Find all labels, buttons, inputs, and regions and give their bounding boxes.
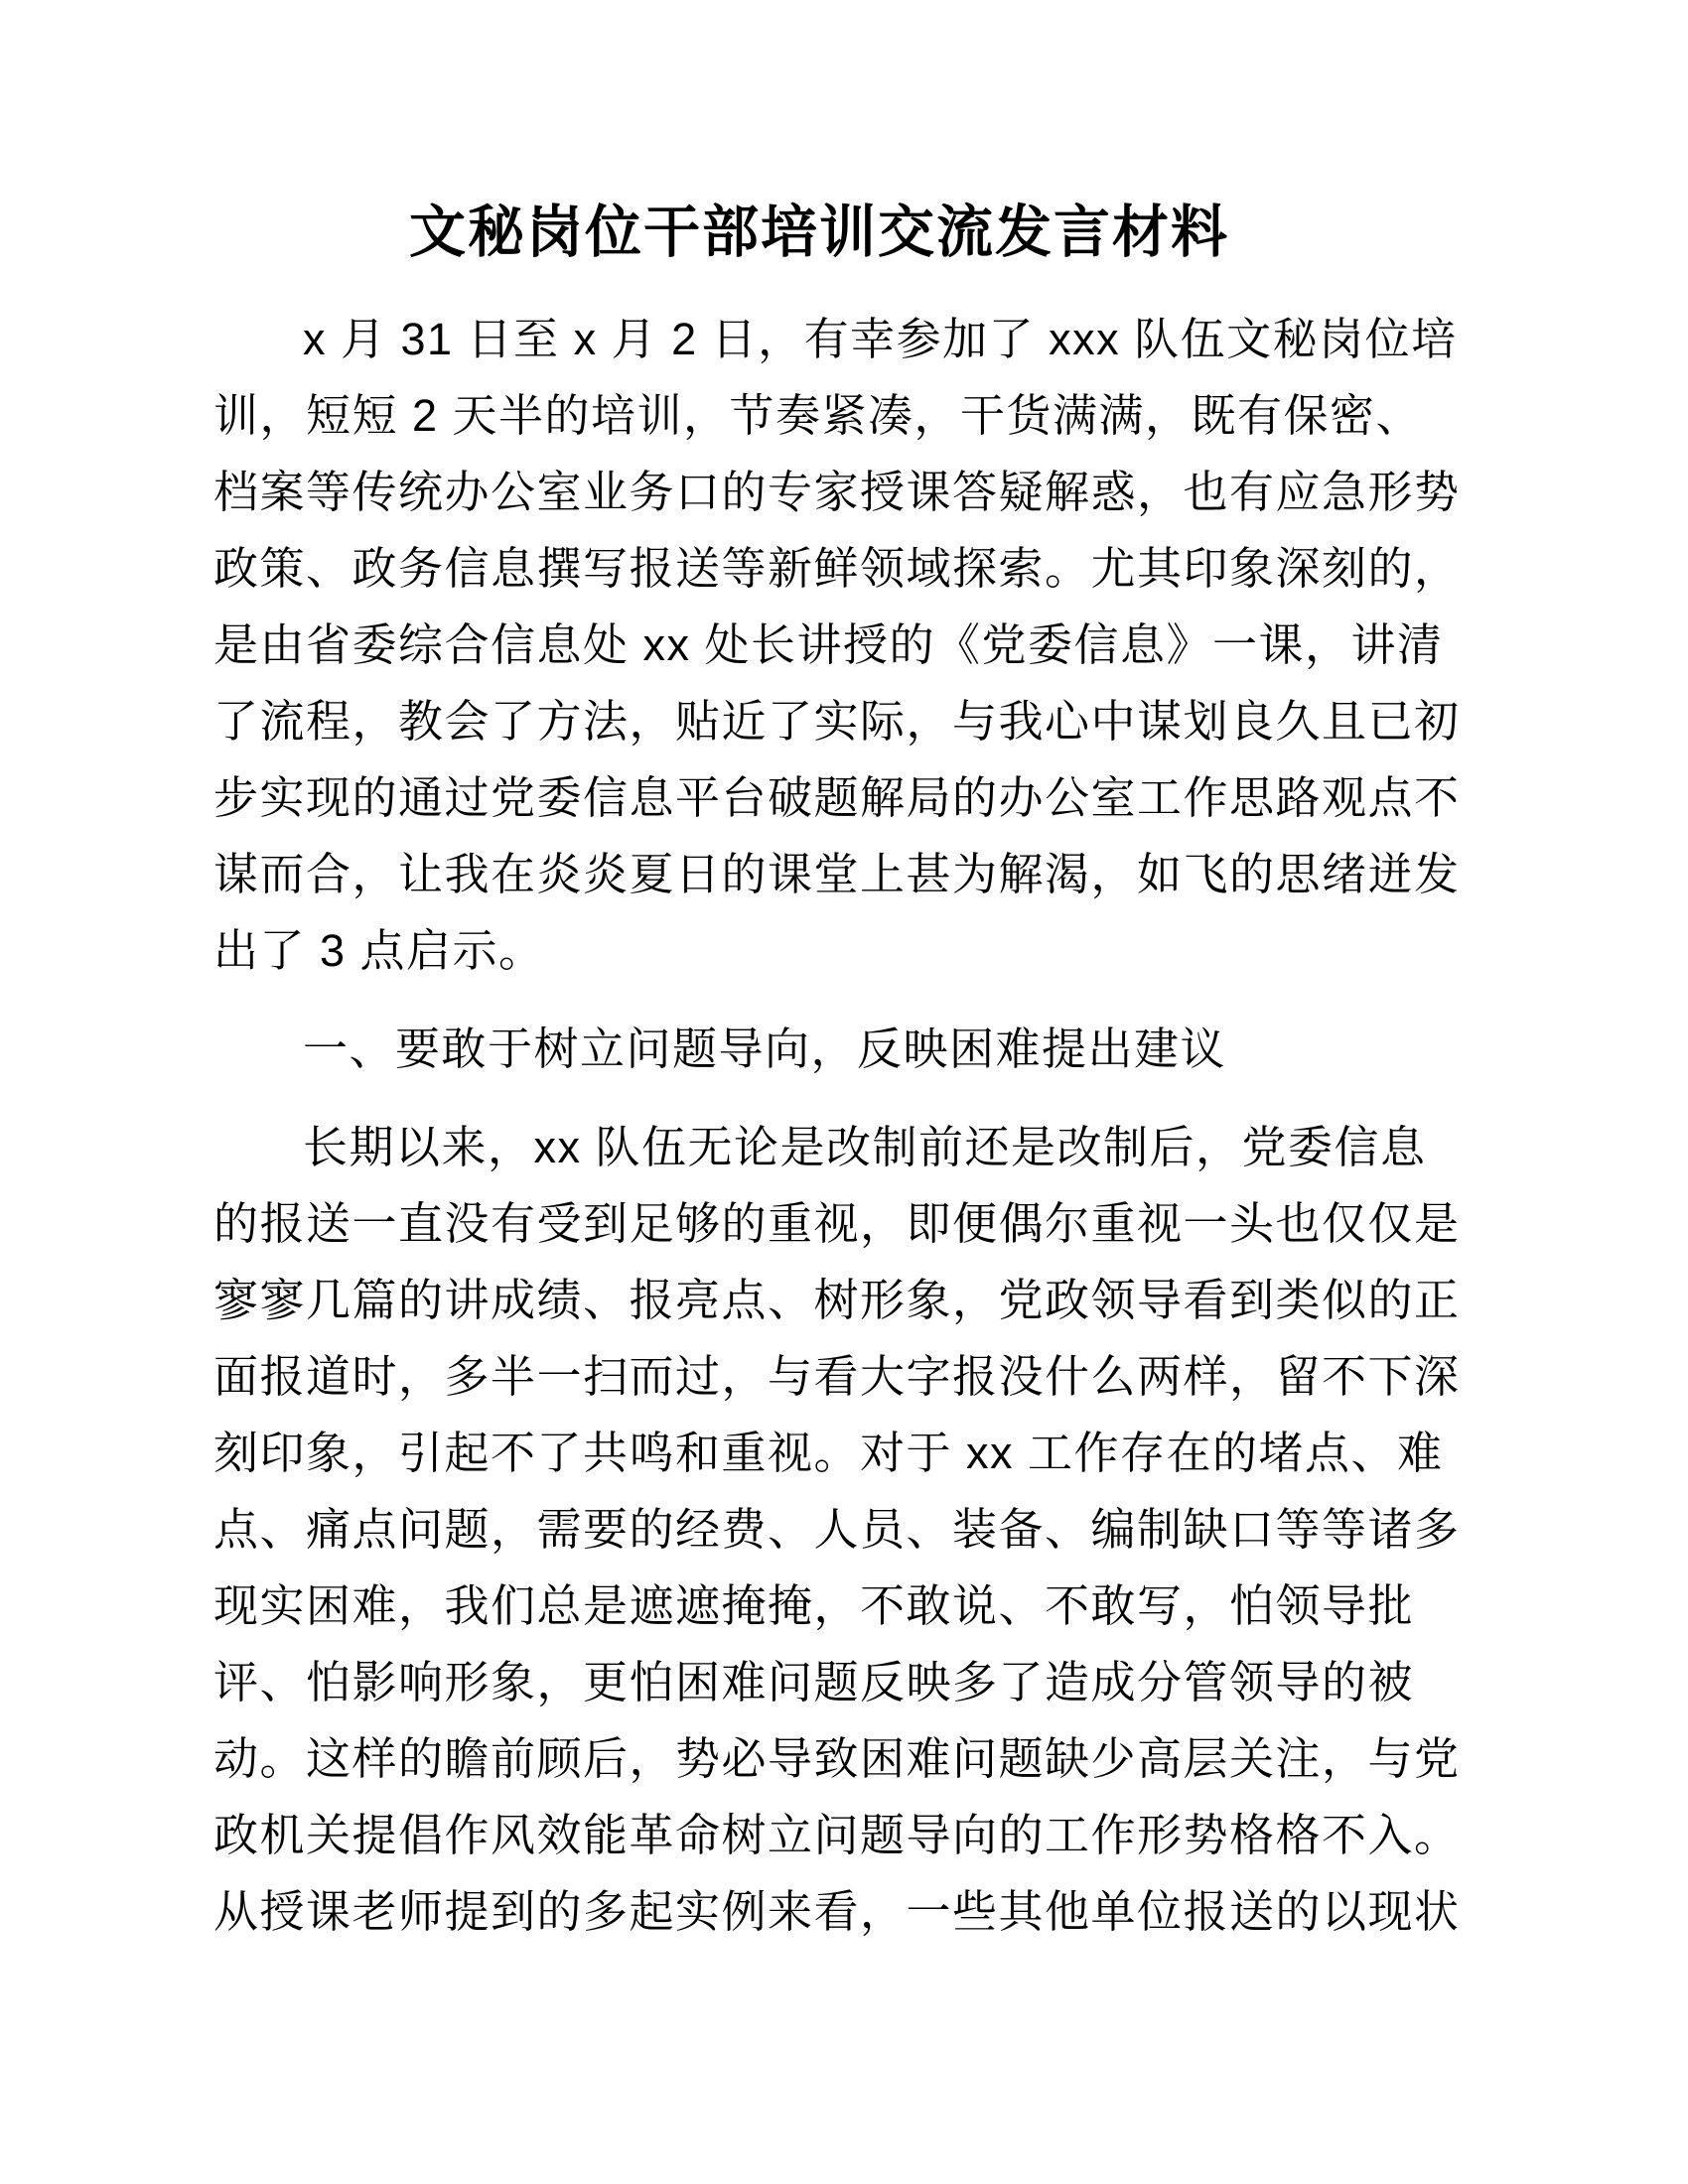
text-line: 寥寥几篇的讲成绩、报亮点、树形象，党政领导看到类似的正 — [213, 1275, 1461, 1325]
text-line: 评、怕影响形象，更怕困难问题反映多了造成分管领导的被 — [213, 1657, 1415, 1707]
section-heading — [213, 1011, 1425, 1087]
paragraph — [213, 301, 1461, 989]
text-line: 出了 3 点启示。 — [213, 925, 545, 976]
text-line: 档案等传统办公室业务口的专家授课答疑解惑，也有应急形势 — [213, 467, 1461, 517]
document-body — [213, 301, 1461, 1950]
text-line: 点、痛点问题，需要的经费、人员、装备、编制缺口等等诸多 — [213, 1504, 1461, 1555]
text-line: 了流程，教会了方法，贴近了实际，与我心中谋划良久且已初 — [213, 696, 1461, 747]
text-line: 政策、政务信息撰写报送等新鲜领域探索。尤其印象深刻的， — [213, 543, 1461, 594]
paragraph — [213, 1109, 1461, 1950]
text-line: 刻印象，引起不了共鸣和重视。对于 xx 工作存在的堵点、难 — [213, 1428, 1444, 1478]
text-line: 谋而合，让我在炎炎夏日的课堂上甚为解渴，如飞的思绪迸发 — [213, 849, 1461, 899]
text-line: 训，短短 2 天半的培训，节奏紧凑，干货满满，既有保密、 — [213, 390, 1423, 441]
text-line: 动。这样的瞻前顾后，势必导致困难问题缺少高层关注，与党 — [213, 1733, 1461, 1784]
text-line: 现实困难，我们总是遮遮掩掩，不敢说、不敢写，怕领导批 — [213, 1580, 1415, 1631]
text-line: 步实现的通过党委信息平台破题解局的办公室工作思路观点不 — [213, 772, 1461, 823]
text-line: 面报道时，多半一扫而过，与看大字报没什么两样，留不下深 — [213, 1351, 1461, 1402]
text-line: 政机关提倡作风效能革命树立问题导向的工作形势格格不入。 — [213, 1810, 1461, 1860]
text-line: 长期以来，xx 队伍无论是改制前还是改制后，党委信息 — [303, 1122, 1427, 1172]
text-line: x 月 31 日至 x 月 2 日，有幸参加了 xxx 队伍文秘岗位培 — [303, 314, 1458, 364]
text-line: 一、要敢于树立问题导向，反映困难提出建议 — [303, 1024, 1227, 1074]
text-line: 从授课老师提到的多起实例来看，一些其他单位报送的以现状 — [213, 1886, 1461, 1937]
text-line: 是由省委综合信息处 xx 处长讲授的《党委信息》一课，讲清 — [213, 619, 1444, 670]
text-line: 的报送一直没有受到足够的重视，即便偶尔重视一头也仅仅是 — [213, 1198, 1461, 1249]
document-title: 文秘岗位干部培训交流发言材料 — [409, 201, 1229, 264]
